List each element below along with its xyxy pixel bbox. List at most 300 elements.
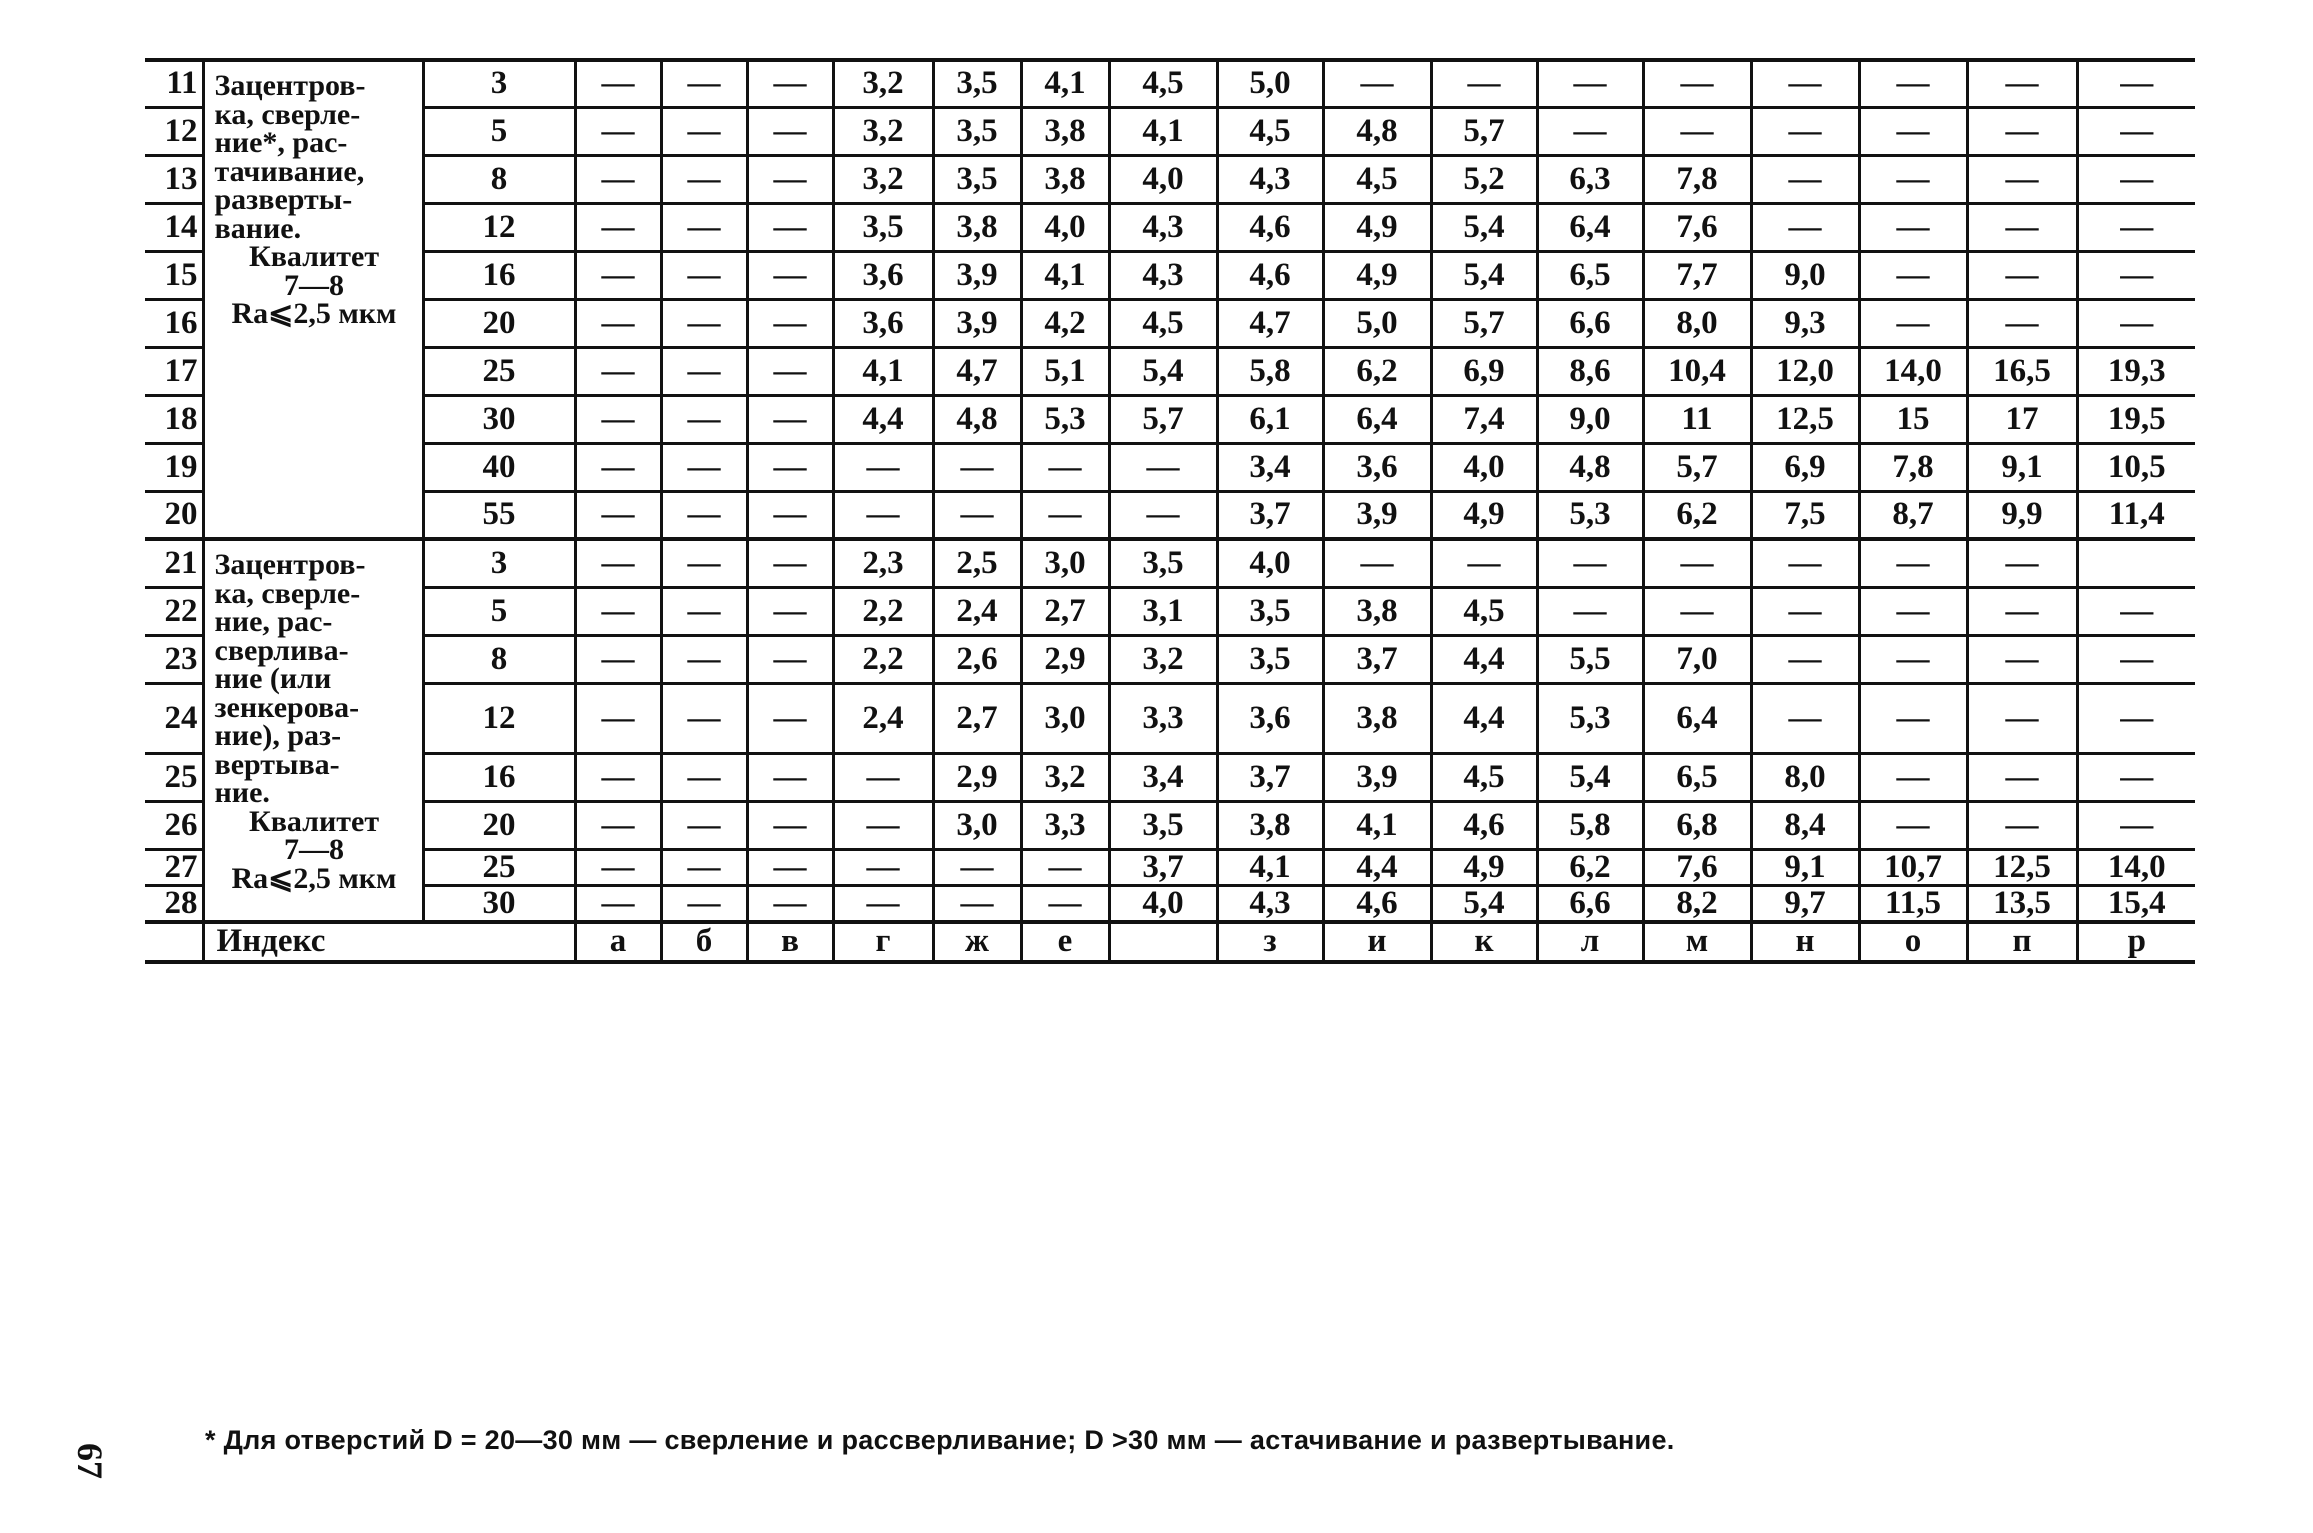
value-cell: — [661, 299, 747, 347]
value-cell: — [1021, 849, 1109, 885]
row-number: 15 [145, 251, 203, 299]
value-cell: 3,7 [1323, 635, 1431, 683]
value-cell: — [1859, 753, 1967, 801]
value-cell: 5,4 [1537, 753, 1643, 801]
index-letter: л [1537, 922, 1643, 962]
value-cell: — [1967, 203, 2077, 251]
value-cell: — [933, 491, 1021, 539]
value-cell: — [575, 347, 661, 395]
value-cell: — [2077, 801, 2195, 849]
value-cell: — [661, 753, 747, 801]
table-row [145, 60, 2195, 107]
value-cell: 4,3 [1217, 155, 1323, 203]
value-cell: 4,5 [1217, 107, 1323, 155]
value-cell: 4,5 [1323, 155, 1431, 203]
value-cell: — [933, 443, 1021, 491]
value-cell: 4,5 [1109, 60, 1217, 107]
value-cell: — [661, 491, 747, 539]
value-cell: — [2077, 203, 2195, 251]
value-cell: — [661, 155, 747, 203]
value-cell: — [1021, 491, 1109, 539]
row-number: 26 [145, 801, 203, 849]
value-cell: 3,8 [1323, 587, 1431, 635]
value-cell: 3,2 [833, 107, 933, 155]
value-cell: 6,6 [1537, 299, 1643, 347]
value-cell: 7,6 [1643, 849, 1751, 885]
value-cell: — [747, 491, 833, 539]
value-cell: 12,5 [1751, 395, 1859, 443]
value-cell: 3,2 [833, 155, 933, 203]
value-cell: — [933, 849, 1021, 885]
value-cell: 13,5 [1967, 885, 2077, 922]
index-row-blank [145, 922, 203, 962]
value-cell: 3,6 [833, 299, 933, 347]
value-cell: 3,4 [1217, 443, 1323, 491]
value-cell: — [1751, 539, 1859, 587]
operation-line: 7—8 [284, 833, 344, 866]
value-cell: 3,6 [1323, 443, 1431, 491]
value-cell: 2,2 [833, 635, 933, 683]
value-cell: — [1751, 683, 1859, 753]
value-cell: — [747, 443, 833, 491]
index-letter: м [1643, 922, 1751, 962]
table-row [145, 885, 2195, 922]
size-cell: 55 [423, 491, 575, 539]
value-cell: — [1859, 107, 1967, 155]
value-cell: 3,5 [833, 203, 933, 251]
value-cell: 4,5 [1431, 753, 1537, 801]
operation-line: сверлива- [214, 633, 349, 667]
index-letter: и [1323, 922, 1431, 962]
value-cell: 5,0 [1323, 299, 1431, 347]
table-row [145, 801, 2195, 849]
value-cell: 15,4 [2077, 885, 2195, 922]
row-number: 16 [145, 299, 203, 347]
value-cell: 2,5 [933, 539, 1021, 587]
size-cell: 25 [423, 849, 575, 885]
value-cell: 3,8 [1217, 801, 1323, 849]
value-cell: 11 [1643, 395, 1751, 443]
operation-line: вание. [214, 211, 302, 245]
value-cell: 4,6 [1431, 801, 1537, 849]
value-cell: 3,7 [1217, 491, 1323, 539]
value-cell: 6,3 [1537, 155, 1643, 203]
value-cell: 4,9 [1323, 251, 1431, 299]
value-cell: 5,7 [1109, 395, 1217, 443]
value-cell: — [661, 443, 747, 491]
table-row [145, 299, 2195, 347]
value-cell: 15 [1859, 395, 1967, 443]
value-cell: 8,0 [1643, 299, 1751, 347]
value-cell: — [1859, 60, 1967, 107]
value-cell: — [1109, 443, 1217, 491]
value-cell: — [1537, 60, 1643, 107]
value-cell: — [1021, 885, 1109, 922]
value-cell: — [661, 347, 747, 395]
value-cell: 5,0 [1217, 60, 1323, 107]
value-cell: — [747, 155, 833, 203]
value-cell: — [661, 395, 747, 443]
value-cell: — [1751, 107, 1859, 155]
value-cell: 5,4 [1431, 203, 1537, 251]
value-cell: 7,8 [1643, 155, 1751, 203]
value-cell: — [1967, 155, 2077, 203]
value-cell: — [1431, 539, 1537, 587]
value-cell: 4,9 [1431, 849, 1537, 885]
row-number: 12 [145, 107, 203, 155]
value-cell: 12,0 [1751, 347, 1859, 395]
value-cell: 5,1 [1021, 347, 1109, 395]
value-cell: — [1967, 801, 2077, 849]
row-number: 27 [145, 849, 203, 885]
size-cell: 30 [423, 885, 575, 922]
value-cell: 3,5 [933, 60, 1021, 107]
value-cell: 5,8 [1537, 801, 1643, 849]
value-cell: — [1643, 587, 1751, 635]
index-letter: ж [933, 922, 1021, 962]
value-cell: — [747, 251, 833, 299]
value-cell: 9,1 [1967, 443, 2077, 491]
value-cell: — [2077, 251, 2195, 299]
value-cell: 9,7 [1751, 885, 1859, 922]
value-cell: — [661, 635, 747, 683]
operation-line: вертыва- [214, 747, 340, 781]
index-letter: б [661, 922, 747, 962]
value-cell: — [1967, 60, 2077, 107]
value-cell: 2,6 [933, 635, 1021, 683]
value-cell: 7,5 [1751, 491, 1859, 539]
size-cell: 5 [423, 587, 575, 635]
value-cell: 4,8 [1323, 107, 1431, 155]
row-number: 13 [145, 155, 203, 203]
value-cell: — [575, 801, 661, 849]
value-cell: — [1967, 539, 2077, 587]
operation-line: Квалитет [248, 240, 380, 273]
value-cell: 4,1 [1323, 801, 1431, 849]
row-number: 24 [145, 683, 203, 753]
value-cell: 9,9 [1967, 491, 2077, 539]
value-cell: 3,2 [1109, 635, 1217, 683]
value-cell: — [661, 203, 747, 251]
value-cell: — [747, 395, 833, 443]
value-cell: 4,8 [933, 395, 1021, 443]
value-cell: 2,7 [933, 683, 1021, 753]
size-cell: 20 [423, 299, 575, 347]
index-letter: п [1967, 922, 2077, 962]
value-cell: — [1431, 60, 1537, 107]
value-cell: — [1537, 107, 1643, 155]
table-row [145, 683, 2195, 753]
value-cell: 3,9 [1323, 491, 1431, 539]
value-cell: — [1859, 635, 1967, 683]
value-cell: 5,4 [1431, 251, 1537, 299]
page-number: 67 [70, 1443, 110, 1479]
index-row [145, 922, 2195, 962]
value-cell: 3,3 [1109, 683, 1217, 753]
value-cell: 4,0 [1021, 203, 1109, 251]
value-cell: 3,9 [1323, 753, 1431, 801]
value-cell: 2,4 [933, 587, 1021, 635]
value-cell: 9,1 [1751, 849, 1859, 885]
value-cell: 4,7 [933, 347, 1021, 395]
value-cell: 5,4 [1431, 885, 1537, 922]
value-cell: — [2077, 107, 2195, 155]
value-cell: 11,5 [1859, 885, 1967, 922]
value-cell: — [747, 539, 833, 587]
index-letter: к [1431, 922, 1537, 962]
value-cell: — [2077, 683, 2195, 753]
value-cell: — [661, 539, 747, 587]
operation-line: тачивание, [214, 154, 365, 188]
value-cell: — [575, 395, 661, 443]
value-cell: 4,6 [1217, 251, 1323, 299]
value-cell: 6,4 [1537, 203, 1643, 251]
value-cell: 3,5 [1217, 587, 1323, 635]
value-cell: 5,4 [1109, 347, 1217, 395]
value-cell: — [2077, 155, 2195, 203]
value-cell: 5,7 [1431, 107, 1537, 155]
row-number: 11 [145, 60, 203, 107]
value-cell: — [1859, 539, 1967, 587]
operation-description [203, 539, 423, 922]
value-cell: 4,0 [1109, 155, 1217, 203]
value-cell: 8,7 [1859, 491, 1967, 539]
value-cell: 3,4 [1109, 753, 1217, 801]
value-cell: 3,0 [1021, 683, 1109, 753]
value-cell: — [833, 753, 933, 801]
row-number: 14 [145, 203, 203, 251]
value-cell: — [747, 683, 833, 753]
value-cell: — [1537, 539, 1643, 587]
value-cell: — [833, 443, 933, 491]
value-cell: 6,2 [1537, 849, 1643, 885]
table-row [145, 635, 2195, 683]
table-row [145, 107, 2195, 155]
value-cell: 3,9 [933, 299, 1021, 347]
value-cell: — [1751, 155, 1859, 203]
value-cell: — [2077, 60, 2195, 107]
table-row [145, 155, 2195, 203]
value-cell: — [833, 801, 933, 849]
table-row [145, 587, 2195, 635]
value-cell: — [1859, 155, 1967, 203]
operation-line: ка, сверле- [214, 576, 361, 610]
value-cell: — [1967, 753, 2077, 801]
value-cell: 12,5 [1967, 849, 2077, 885]
value-cell: 3,5 [1109, 539, 1217, 587]
value-cell: — [1859, 203, 1967, 251]
size-cell: 30 [423, 395, 575, 443]
value-cell: — [661, 683, 747, 753]
value-cell: — [1323, 60, 1431, 107]
value-cell: — [747, 299, 833, 347]
value-cell: — [1859, 683, 1967, 753]
value-cell: 6,5 [1537, 251, 1643, 299]
value-cell: — [747, 347, 833, 395]
value-cell: — [1021, 443, 1109, 491]
value-cell: 4,0 [1109, 885, 1217, 922]
table-row [145, 251, 2195, 299]
operation-line: зенкерова- [214, 690, 360, 724]
value-cell: 3,0 [933, 801, 1021, 849]
row-number: 28 [145, 885, 203, 922]
value-cell: 14,0 [2077, 849, 2195, 885]
value-cell: 4,1 [1217, 849, 1323, 885]
value-cell: — [575, 849, 661, 885]
size-cell: 8 [423, 155, 575, 203]
value-cell: 3,8 [1021, 107, 1109, 155]
size-cell: 16 [423, 251, 575, 299]
value-cell: 5,3 [1537, 491, 1643, 539]
value-cell: 10,7 [1859, 849, 1967, 885]
value-cell: 5,7 [1643, 443, 1751, 491]
value-cell: 8,2 [1643, 885, 1751, 922]
value-cell: 6,9 [1431, 347, 1537, 395]
value-cell: 3,3 [1021, 801, 1109, 849]
table-row [145, 849, 2195, 885]
value-cell: — [1323, 539, 1431, 587]
value-cell: 6,9 [1751, 443, 1859, 491]
value-cell: 4,3 [1109, 203, 1217, 251]
value-cell: 9,3 [1751, 299, 1859, 347]
value-cell: — [1859, 587, 1967, 635]
value-cell: 8,0 [1751, 753, 1859, 801]
value-cell: — [575, 251, 661, 299]
value-cell: — [575, 60, 661, 107]
value-cell: 3,6 [1217, 683, 1323, 753]
value-cell: — [747, 587, 833, 635]
value-cell: — [1643, 539, 1751, 587]
value-cell: 2,9 [933, 753, 1021, 801]
value-cell: 2,3 [833, 539, 933, 587]
value-cell: 3,0 [1021, 539, 1109, 587]
operation-line: Зацентров- [214, 69, 366, 102]
table-row [145, 753, 2195, 801]
value-cell: — [1967, 251, 2077, 299]
index-letter: в [747, 922, 833, 962]
value-cell: — [1109, 491, 1217, 539]
value-cell: 3,7 [1217, 753, 1323, 801]
value-cell: 3,8 [933, 203, 1021, 251]
size-cell: 3 [423, 539, 575, 587]
value-cell [2077, 539, 2195, 587]
size-cell: 12 [423, 203, 575, 251]
value-cell: 3,5 [1109, 801, 1217, 849]
value-cell: — [1751, 60, 1859, 107]
value-cell: 4,5 [1109, 299, 1217, 347]
size-cell: 8 [423, 635, 575, 683]
value-cell: 4,8 [1537, 443, 1643, 491]
value-cell: — [661, 587, 747, 635]
value-cell: — [1967, 107, 2077, 155]
value-cell: — [1859, 251, 1967, 299]
value-cell: — [575, 587, 661, 635]
value-cell: 2,2 [833, 587, 933, 635]
index-letter: е [1021, 922, 1109, 962]
value-cell: — [933, 885, 1021, 922]
row-number: 17 [145, 347, 203, 395]
norms-table [145, 58, 2195, 964]
value-cell: — [661, 849, 747, 885]
size-cell: 12 [423, 683, 575, 753]
value-cell: 3,8 [1021, 155, 1109, 203]
row-number: 20 [145, 491, 203, 539]
value-cell: — [1859, 299, 1967, 347]
value-cell: — [747, 107, 833, 155]
value-cell: — [575, 443, 661, 491]
size-cell: 3 [423, 60, 575, 107]
value-cell: 4,1 [1021, 251, 1109, 299]
value-cell: 4,3 [1217, 885, 1323, 922]
value-cell: 10,5 [2077, 443, 2195, 491]
value-cell: 8,4 [1751, 801, 1859, 849]
value-cell: 4,3 [1109, 251, 1217, 299]
value-cell: — [1967, 635, 2077, 683]
value-cell: 4,5 [1431, 587, 1537, 635]
value-cell: 3,9 [933, 251, 1021, 299]
value-cell: 7,7 [1643, 251, 1751, 299]
value-cell: 4,4 [833, 395, 933, 443]
operation-line: ние), раз- [214, 719, 342, 752]
value-cell: — [833, 885, 933, 922]
value-cell: 7,4 [1431, 395, 1537, 443]
value-cell: 19,5 [2077, 395, 2195, 443]
operation-line: Ra⩽2,5 мкм [231, 297, 397, 330]
value-cell: — [1967, 587, 2077, 635]
value-cell: 3,5 [933, 107, 1021, 155]
value-cell: 16,5 [1967, 347, 2077, 395]
value-cell: 6,2 [1643, 491, 1751, 539]
operation-line: Квалитет [248, 804, 380, 838]
size-cell: 20 [423, 801, 575, 849]
operation-line: разверты- [214, 183, 353, 216]
value-cell: 2,9 [1021, 635, 1109, 683]
value-cell: 19,3 [2077, 347, 2195, 395]
size-cell: 16 [423, 753, 575, 801]
value-cell: 3,5 [933, 155, 1021, 203]
operation-line: 7—8 [284, 268, 344, 302]
table-row [145, 539, 2195, 587]
value-cell: 14,0 [1859, 347, 1967, 395]
value-cell: 11,4 [2077, 491, 2195, 539]
table-row [145, 347, 2195, 395]
value-cell: — [1751, 587, 1859, 635]
table-row [145, 491, 2195, 539]
table-row [145, 395, 2195, 443]
value-cell: 3,2 [1021, 753, 1109, 801]
value-cell: — [747, 849, 833, 885]
row-number: 19 [145, 443, 203, 491]
value-cell: — [661, 251, 747, 299]
value-cell: 4,4 [1323, 849, 1431, 885]
size-cell: 25 [423, 347, 575, 395]
value-cell: 17 [1967, 395, 2077, 443]
value-cell: 4,1 [833, 347, 933, 395]
value-cell: 7,0 [1643, 635, 1751, 683]
index-letter [1109, 922, 1217, 962]
value-cell: 3,1 [1109, 587, 1217, 635]
value-cell: — [747, 635, 833, 683]
value-cell: 3,7 [1109, 849, 1217, 885]
value-cell: 6,2 [1323, 347, 1431, 395]
value-cell: — [747, 753, 833, 801]
value-cell: — [833, 849, 933, 885]
value-cell: 3,8 [1323, 683, 1431, 753]
row-number: 18 [145, 395, 203, 443]
value-cell: 9,0 [1537, 395, 1643, 443]
value-cell: 6,8 [1643, 801, 1751, 849]
value-cell: 8,6 [1537, 347, 1643, 395]
